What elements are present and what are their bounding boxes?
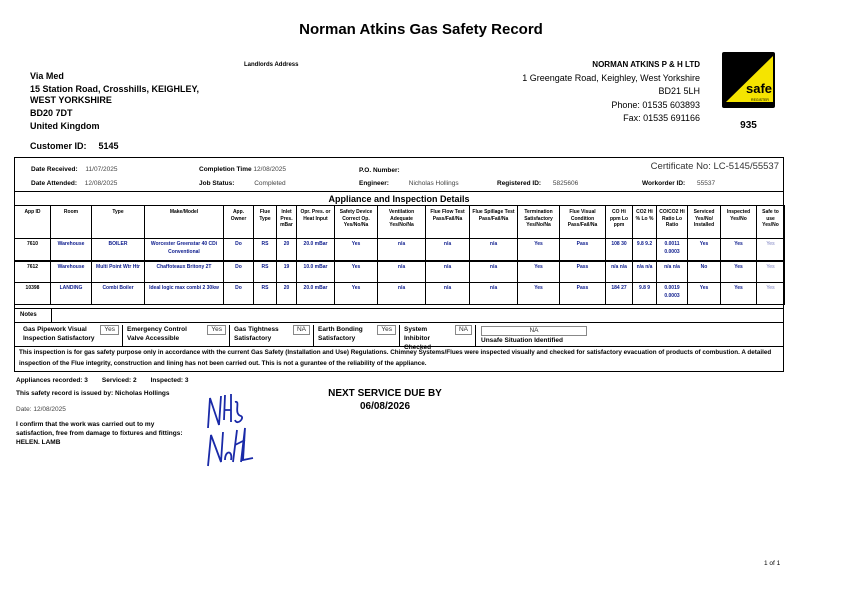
check-label: Emergency Control Valve Accessible [127, 326, 187, 342]
table-cell: n/a [470, 261, 518, 283]
column-header: App. Owner [224, 206, 254, 239]
table-cell: Yes [757, 283, 785, 305]
column-header: Flue Type [254, 206, 277, 239]
column-header: CO Hi ppm Lo ppm [606, 206, 633, 239]
check-value: NA [455, 325, 472, 335]
table-cell: 0.0011 0.0003 [657, 239, 688, 261]
table-cell: 20.0 mBar [297, 239, 335, 261]
landlord-country: United Kingdom [30, 121, 100, 131]
table-cell: 0.0019 0.0003 [657, 283, 688, 305]
table-cell: Yes [335, 239, 378, 261]
confirmation-text: I confirm that the work was carried out to my satisfaction, free from damage to fixtures and fittings: HELEN. LAMB [16, 421, 183, 446]
company-phone: Phone: 01535 603893 [611, 99, 700, 110]
table-cell: n/a n/a [633, 261, 657, 283]
table-cell: n/a [378, 239, 426, 261]
column-header: Safe to use Yes/No [757, 206, 785, 239]
column-header: CO/CO2 Hi Ratio Lo Ratio [657, 206, 688, 239]
page-number: 1 of 1 [764, 560, 781, 567]
table-cell: Pass [560, 239, 606, 261]
table-row [15, 261, 785, 283]
completion-time: 12/08/2025 [253, 166, 286, 173]
column-header: Make/Model [145, 206, 224, 239]
next-service-label: NEXT SERVICE DUE BY [328, 388, 442, 399]
section-title: Appliance and Inspection Details [15, 191, 783, 205]
gas-safe-logo [722, 52, 775, 108]
column-header: Ventilation Adequate Yes/No/Na [378, 206, 426, 239]
table-cell: Pass [560, 283, 606, 305]
appliance-table [14, 205, 785, 305]
table-cell: Yes [518, 283, 560, 305]
engineer-label: Engineer: [359, 180, 389, 187]
table-cell: 7610 [15, 239, 51, 261]
landlord-postcode: BD20 7DT [30, 108, 73, 118]
column-header: Room [51, 206, 92, 239]
column-header: Flue Flow Test Pass/Fail/Na [426, 206, 470, 239]
column-header: CO2 Hi % Lo % [633, 206, 657, 239]
check-label: System Inhibitor Checked [404, 326, 432, 351]
svg-text:safe: safe [745, 81, 773, 96]
table-cell: Combi Boiler [92, 283, 145, 305]
table-row [15, 283, 785, 305]
table-cell: Multi Point Wtr Htr [92, 261, 145, 283]
column-header: Termination Satisfactory Yes/No/Na [518, 206, 560, 239]
check-value: Yes [100, 325, 119, 335]
column-header: Flue Spillage Test Pass/Fail/Na [470, 206, 518, 239]
check-inhibitor [400, 325, 476, 351]
table-cell: Yes [757, 261, 785, 283]
table-cell: Yes [518, 261, 560, 283]
table-cell: Do [224, 283, 254, 305]
landlord-label: Landlords Address [244, 62, 299, 68]
column-header: Opr. Pres. or Heat Input [297, 206, 335, 239]
table-cell: n/a [426, 283, 470, 305]
landlord-line2: WEST YORKSHIRE [30, 95, 112, 105]
landlord-line1: 15 Station Road, Crosshills, KEIGHLEY, [30, 84, 200, 94]
table-cell: Yes [721, 239, 757, 261]
check-pipework [19, 325, 123, 346]
column-header: App ID [15, 206, 51, 239]
notes-row [15, 308, 783, 323]
table-cell: n/a [426, 239, 470, 261]
check-value: Yes [207, 325, 226, 335]
workorder-label: Workorder ID: [642, 180, 686, 187]
table-cell: RS [254, 283, 277, 305]
table-cell: BOILER [92, 239, 145, 261]
table-cell: Yes [721, 261, 757, 283]
table-cell: 20.0 mBar [297, 283, 335, 305]
table-cell: Do [224, 239, 254, 261]
registered-label: Registered ID: [497, 180, 542, 187]
date-attended: 12/08/2025 [84, 180, 118, 187]
check-value: Yes [377, 325, 396, 335]
table-cell: Chaffoteaux Britony 2T [145, 261, 224, 283]
column-header: Flue Visual Condition Pass/Fail/Na [560, 206, 606, 239]
check-label: Gas Pipework Visual Inspection Satisfactory [23, 326, 95, 342]
date-received-label: Date Received: [31, 166, 78, 173]
table-cell: Yes [518, 239, 560, 261]
table-cell: Warehouse [51, 239, 92, 261]
disclaimer: This inspection is for gas safety purpose only in accordance with the current Gas Safety (Installation and Use) Regulations. Chimney Systems/Flues were inspected visually and checked for satisfactory evacuation of products of combustion. A detailed inspection of the Flue integrity, construction and lining has not been carried out. This is not a gurantee of the reliability of the appliance. [19, 349, 772, 367]
check-label: Unsafe Situation Identified [481, 337, 563, 344]
summary [16, 377, 203, 384]
notes-label: Notes [20, 312, 37, 318]
company-address: 1 Greengate Road, Keighley, West Yorkshire [522, 72, 700, 83]
table-cell: 184 27 [606, 283, 633, 305]
column-header: Inspected Yes/No [721, 206, 757, 239]
check-earth-bonding [314, 325, 400, 346]
signature [205, 390, 255, 468]
table-cell: n/a n/a [606, 261, 633, 283]
registered-id: 5825606 [552, 180, 579, 187]
record-box [14, 157, 784, 372]
status-label: Job Status: [199, 180, 235, 187]
table-cell: n/a [470, 239, 518, 261]
completion-label: Completion Time [199, 166, 252, 173]
certificate-number: Certificate No: LC-5145/55537 [650, 161, 779, 172]
page-title: Norman Atkins Gas Safety Record [299, 21, 543, 38]
check-label: Gas Tightness Satisfactory [234, 326, 279, 342]
table-cell: 7612 [15, 261, 51, 283]
company-postcode: BD21 5LH [658, 86, 700, 96]
column-header: Serviced Yes/No/ Installed [688, 206, 721, 239]
date-received: 11/07/2025 [85, 166, 118, 173]
table-cell: Yes [688, 283, 721, 305]
next-service [300, 387, 470, 413]
table-cell: 19 [277, 261, 297, 283]
column-header: Inlet Pres. mBar [277, 206, 297, 239]
table-cell: Ideal logic max combi 2 30kw [145, 283, 224, 305]
table-cell: Pass [560, 261, 606, 283]
po-label: P.O. Number: [359, 167, 400, 174]
check-tightness [230, 325, 314, 346]
table-cell: n/a n/a [657, 261, 688, 283]
inspected-count: Inspected: 3 [150, 377, 189, 384]
customer-id-value: 5145 [98, 141, 119, 151]
table-cell: 9.8 9 [633, 283, 657, 305]
table-cell: LANDING [51, 283, 92, 305]
table-row [15, 239, 785, 261]
check-ecv [123, 325, 230, 346]
customer-id-label: Customer ID: [30, 141, 87, 151]
engineer: Nicholas Hollings [408, 180, 459, 187]
issue-date: Date: 12/08/2025 [16, 406, 66, 413]
check-unsafe [477, 325, 591, 346]
table-cell: 10398 [15, 283, 51, 305]
table-cell: Yes [335, 261, 378, 283]
table-cell: 20 [277, 239, 297, 261]
next-service-date: 06/08/2026 [359, 401, 411, 412]
table-cell: Worcester Greenstar 40 CDi Conventional [145, 239, 224, 261]
issued-by: This safety record is issued by: Nicholas Hollings [16, 390, 170, 397]
company-block [522, 58, 700, 126]
landlord-name: Via Med [30, 71, 64, 81]
table-cell: Yes [335, 283, 378, 305]
table-cell: Yes [688, 239, 721, 261]
column-header: Safety Device Correct Op. Yes/No/Na [335, 206, 378, 239]
table-cell: Yes [721, 283, 757, 305]
workorder-id: 55537 [697, 180, 716, 187]
table-cell: No [688, 261, 721, 283]
table-cell: n/a [426, 261, 470, 283]
column-header: Type [92, 206, 145, 239]
checks-row [15, 323, 783, 351]
svg-text:REGISTER: REGISTER [751, 98, 769, 102]
appliances-recorded: Appliances recorded: 3 [16, 377, 88, 384]
table-cell: n/a [378, 261, 426, 283]
table-header [15, 206, 785, 239]
company-fax: Fax: 01535 691166 [623, 113, 700, 123]
table-cell: RS [254, 239, 277, 261]
check-value: NA [293, 325, 310, 335]
landlord-address [30, 71, 199, 134]
company-name: NORMAN ATKINS P & H LTD [592, 60, 700, 69]
table-cell: Yes [757, 239, 785, 261]
table-cell: 10.0 mBar [297, 261, 335, 283]
table-cell: 9.8 9.2 [633, 239, 657, 261]
check-value: NA [481, 326, 587, 336]
serviced-count: Serviced: 2 [101, 377, 137, 384]
customer-id [30, 141, 119, 151]
table-cell: RS [254, 261, 277, 283]
date-attended-label: Date Attended: [31, 180, 77, 187]
table-cell: n/a [470, 283, 518, 305]
table-cell: 20 [277, 283, 297, 305]
table-cell: 108 30 [606, 239, 633, 261]
check-label: Earth Bonding Satisfactory [318, 326, 363, 342]
gas-safe-number: 935 [740, 120, 757, 131]
job-status: Completed [254, 180, 286, 187]
table-cell: Do [224, 261, 254, 283]
table-cell: n/a [378, 283, 426, 305]
table-cell: Warehouse [51, 261, 92, 283]
